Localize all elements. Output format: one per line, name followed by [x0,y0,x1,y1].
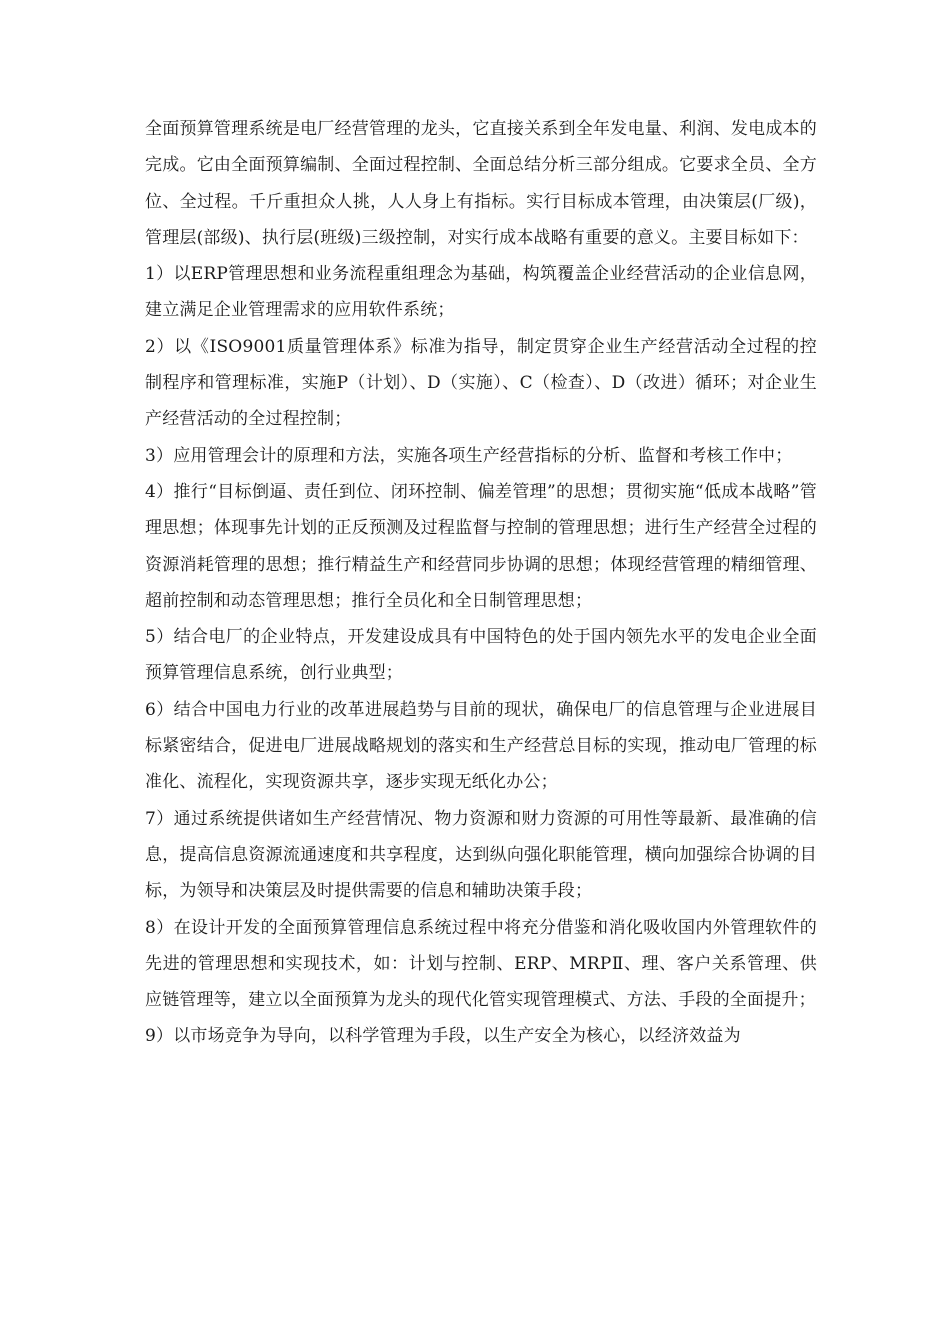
goal-item-2: 2）以《ISO9001质量管理体系》标准为指导，制定贯穿企业生产经营活动全过程的控制程序和管理标准，实施P（计划）、D（实施）、C（检查）、D（改进）循环；对企业生产经营活动的全过程控制； [145,336,817,430]
goal-item-8: 8）在设计开发的全面预算管理信息系统过程中将充分借鉴和消化吸收国内外管理软件的先进的管理思想和实现技术，如：计划与控制、ERP、MRPⅡ、理、客户关系管理、供应链管理等，建立以全面预算为龙头的现代化管实现管理模式、方法、手段的全面提升； [145,917,817,1011]
goal-item-9: 9）以市场竞争为导向，以科学管理为手段，以生产安全为核心，以经济效益为 [145,1026,741,1047]
goal-item-7: 7）通过系统提供诸如生产经营情况、物力资源和财力资源的可用性等最新、最准确的信息，提高信息资源流通速度和共享程度，达到纵向强化职能管理，横向加强综合协调的目标，为领导和决策层及时提供需要的信息和辅助决策手段； [145,808,817,902]
goal-item-1: 1）以ERP管理思想和业务流程重组理念为基础，构筑覆盖企业经营活动的企业信息网，建立满足企业管理需求的应用软件系统； [145,264,817,321]
goal-item-5: 5）结合电厂的企业特点，开发建设成具有中国特色的处于国内领先水平的发电企业全面预算管理信息系统，创行业典型； [145,627,817,684]
intro-paragraph: 全面预算管理系统是电厂经营管理的龙头，它直接关系到全年发电量、利润、发电成本的完成。它由全面预算编制、全面过程控制、全面总结分析三部分组成。它要求全员、全方位、全过程。千斤重担众人挑，人人身上有指标。实行目标成本管理，由决策层(厂级)，管理层(部级)、执行层(班级)三级控制，对实行成本战略有重要的意义。主要目标如下： [145,119,817,248]
goal-item-6: 6）结合中国电力行业的改革进展趋势与目前的现状，确保电厂的信息管理与企业进展目标紧密结合，促进电厂进展战略规划的落实和生产经营总目标的实现，推动电厂管理的标准化、流程化，实现资源共享，逐步实现无纸化办公； [145,699,817,793]
document-body [145,111,817,1055]
goal-item-4: 4）推行“目标倒逼、责任到位、闭环控制、偏差管理”的思想；贯彻实施“低成本战略”管理思想；体现事先计划的正反预测及过程监督与控制的管理思想；进行生产经营全过程的资源消耗管理的思想；推行精益生产和经营同步协调的思想；体现经营管理的精细管理、超前控制和动态管理思想；推行全员化和全日制管理思想； [145,481,817,611]
goal-item-3: 3）应用管理会计的原理和方法，实施各项生产经营指标的分析、监督和考核工作中； [145,445,793,466]
